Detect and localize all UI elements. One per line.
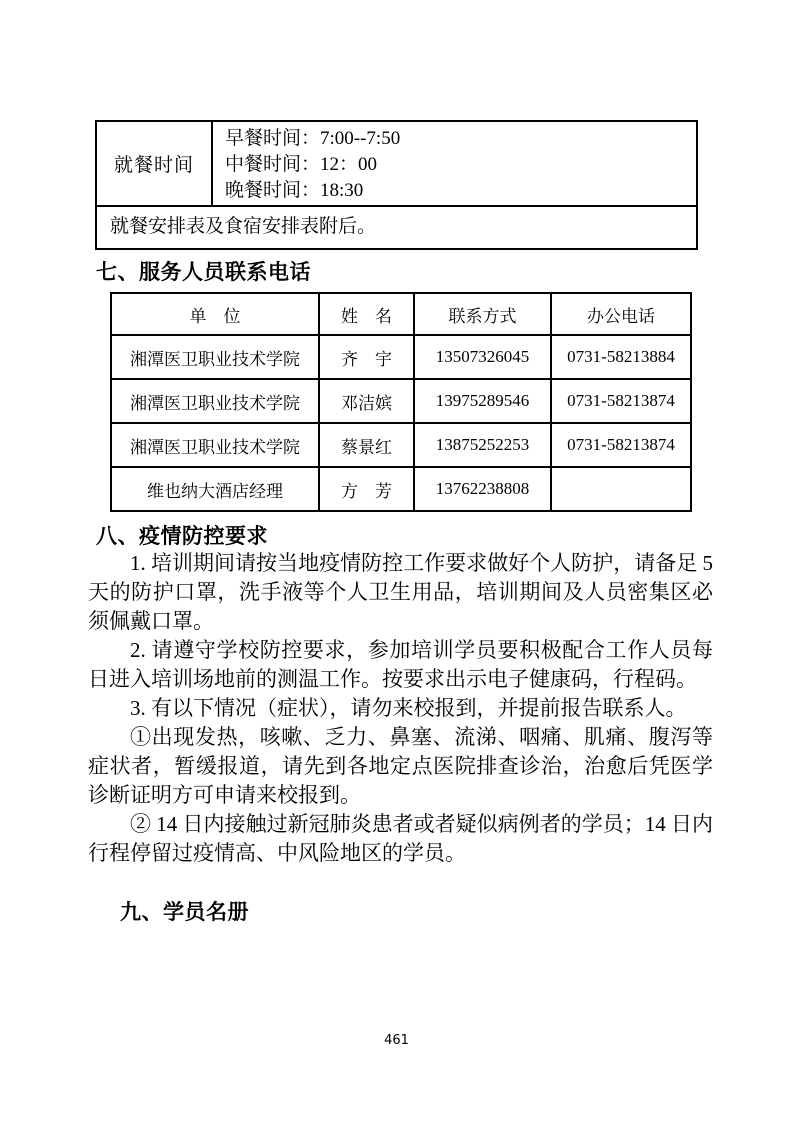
table-row — [111, 467, 691, 511]
section-7-heading: 七、服务人员联系电话 — [96, 261, 311, 284]
dining-note: 就餐安排表及食宿安排表附后。 — [110, 216, 377, 237]
cell-name: 齐 宇 — [319, 335, 414, 379]
cell-phone: 13975289546 — [414, 379, 551, 423]
cell-unit: 湘潭医卫职业技术学院 — [111, 423, 319, 467]
paragraph-4: ①出现发热，咳嗽、乏力、鼻塞、流涕、咽痛、肌痛、腹泻等症状者，暂缓报道，请先到各地定点医院排查诊治，治愈后凭医学诊断证明方可申请来校报到。 — [88, 725, 713, 807]
dining-times-cell — [213, 122, 696, 205]
cell-office: 0731-58213874 — [551, 379, 691, 423]
cell-unit: 维也纳大酒店经理 — [111, 467, 319, 511]
lunch-time: 中餐时间：12：00 — [225, 154, 378, 175]
epidemic-requirements-body — [88, 549, 713, 868]
table-row — [111, 379, 691, 423]
section-8-heading: 八、疫情防控要求 — [96, 525, 268, 548]
cell-office — [551, 467, 691, 511]
page-number: 461 — [384, 1033, 409, 1048]
table-row — [111, 423, 691, 467]
cell-phone: 13762238808 — [414, 467, 551, 511]
cell-name: 方 芳 — [319, 467, 414, 511]
col-header-unit: 单 位 — [111, 293, 319, 335]
dining-time-label: 就餐时间 — [97, 122, 213, 205]
cell-office: 0731-58213884 — [551, 335, 691, 379]
cell-unit: 湘潭医卫职业技术学院 — [111, 335, 319, 379]
cell-office: 0731-58213874 — [551, 423, 691, 467]
cell-name: 蔡景红 — [319, 423, 414, 467]
contact-table-header-row — [111, 293, 691, 335]
breakfast-time: 早餐时间：7:00--7:50 — [225, 128, 401, 149]
col-header-name: 姓 名 — [319, 293, 414, 335]
cell-phone: 13507326045 — [414, 335, 551, 379]
dining-time-table — [95, 120, 698, 250]
paragraph-3: 3. 有以下情况（症状），请勿来校报到，并提前报告联系人。 — [130, 696, 687, 720]
section-9-heading: 九、学员名册 — [120, 901, 249, 924]
cell-name: 邓洁嫔 — [319, 379, 414, 423]
dinner-time: 晚餐时间：18:30 — [225, 180, 364, 201]
cell-unit: 湘潭医卫职业技术学院 — [111, 379, 319, 423]
paragraph-1: 1. 培训期间请按当地疫情防控工作要求做好个人防护，请备足 5 天的防护口罩，洗手液等个人卫生用品，培训期间及人员密集区必须佩戴口罩。 — [88, 551, 713, 633]
cell-phone: 13875252253 — [414, 423, 551, 467]
col-header-office: 办公电话 — [551, 293, 691, 335]
table-row — [111, 335, 691, 379]
col-header-phone: 联系方式 — [414, 293, 551, 335]
service-contact-table — [110, 292, 692, 512]
dining-time-row — [97, 122, 696, 207]
paragraph-2: 2. 请遵守学校防控要求，参加培训学员要积极配合工作人员每日进入培训场地前的测温工作。按要求出示电子健康码，行程码。 — [88, 638, 713, 691]
paragraph-5: ② 14 日内接触过新冠肺炎患者或者疑似病例者的学员；14 日内行程停留过疫情高、中风险地区的学员。 — [88, 812, 713, 865]
